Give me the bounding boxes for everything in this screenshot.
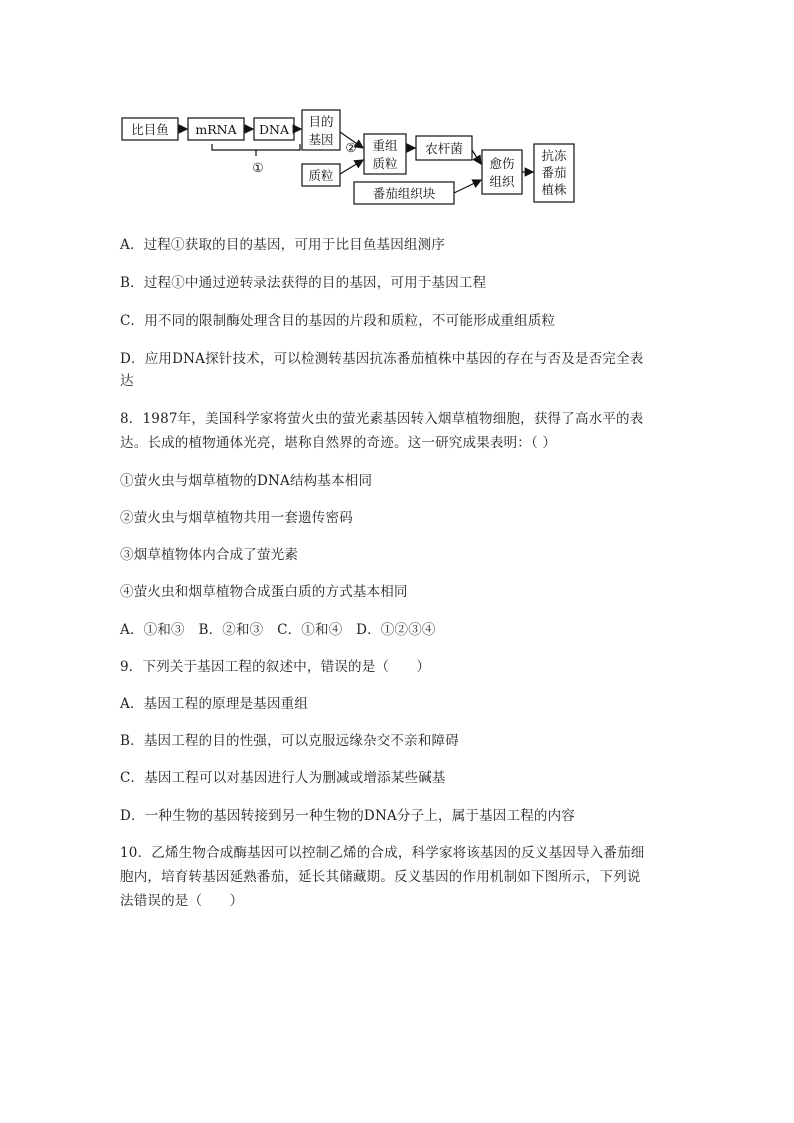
label-plant-3: 植株 [541, 182, 567, 197]
label-plasmid: 质粒 [308, 168, 334, 183]
option-9c: C．基因工程可以对基因进行人为删减或增添某些碱基 [120, 770, 446, 786]
label-plant-2: 番茄 [541, 165, 567, 180]
label-mrna: mRNA [195, 122, 237, 137]
option-9d: D．一种生物的基因转接到另一种生物的DNA分子上，属于基因工程的内容 [120, 808, 576, 824]
label-dna: DNA [259, 122, 289, 137]
option-9a: A．基因工程的原理是基因重组 [120, 696, 309, 712]
question-10-cont1: 胞内，培育转基因延熟番茄，延长其储藏期。反义基因的作用机制如下图所示，下列说 [120, 869, 641, 885]
question-10-cont2: 法错误的是（ ） [120, 893, 244, 909]
label-recomb-2: 质粒 [372, 156, 398, 171]
statement-8-3: ③烟草植物体内合成了萤光素 [120, 547, 299, 563]
options-8: A．①和③ B．②和③ C．①和④ D．①②③④ [120, 622, 436, 638]
label-callus-1: 愈伤 [489, 156, 515, 171]
gene-engineering-flow-diagram [120, 108, 600, 208]
label-callus-2: 组织 [489, 174, 515, 189]
option-7d: D．应用DNA探针技术，可以检测转基因抗冻番茄植株中基因的存在与否及是否完全表 [120, 351, 644, 367]
question-8: 8．1987年，美国科学家将萤火虫的萤光素基因转入烟草植物细胞，获得了高水平的表 [120, 411, 644, 427]
label-target-gene-2: 基因 [308, 132, 334, 147]
label-agro: 农杆菌 [425, 141, 463, 156]
option-9b: B．基因工程的目的性强，可以克服远缘杂交不亲和障碍 [120, 733, 459, 749]
question-10: 10．乙烯生物合成酶基因可以控制乙烯的合成，科学家将该基因的反义基因导入番茄细 [120, 845, 645, 861]
label-tissue-block: 番茄组织块 [372, 186, 436, 201]
statement-8-4: ④萤火虫和烟草植物合成蛋白质的方式基本相同 [120, 584, 408, 600]
label-target-gene-1: 目的 [308, 114, 334, 129]
statement-8-2: ②萤火虫与烟草植物共用一套遗传密码 [120, 510, 353, 526]
option-7b: B．过程①中通过逆转录法获得的目的基因，可用于基因工程 [120, 275, 487, 291]
question-8-cont: 达。长成的植物通体光亮，堪称自然界的奇迹。这一研究成果表明：（ ） [120, 435, 557, 451]
option-7d-cont: 达 [120, 373, 134, 389]
question-9: 9．下列关于基因工程的叙述中，错误的是（ ） [120, 659, 431, 675]
statement-8-1: ①萤火虫与烟草植物的DNA结构基本相同 [120, 473, 373, 489]
label-recomb-1: 重组 [372, 138, 398, 153]
label-step2: ② [345, 140, 357, 155]
label-step1: ① [252, 160, 264, 175]
label-fish: 比目鱼 [131, 122, 169, 137]
option-7a: A．过程①获取的目的基因，可用于比目鱼基因组测序 [120, 237, 446, 253]
label-plant-1: 抗冻 [541, 148, 567, 163]
option-7c: C．用不同的限制酶处理含目的基因的片段和质粒，不可能形成重组质粒 [120, 313, 556, 329]
